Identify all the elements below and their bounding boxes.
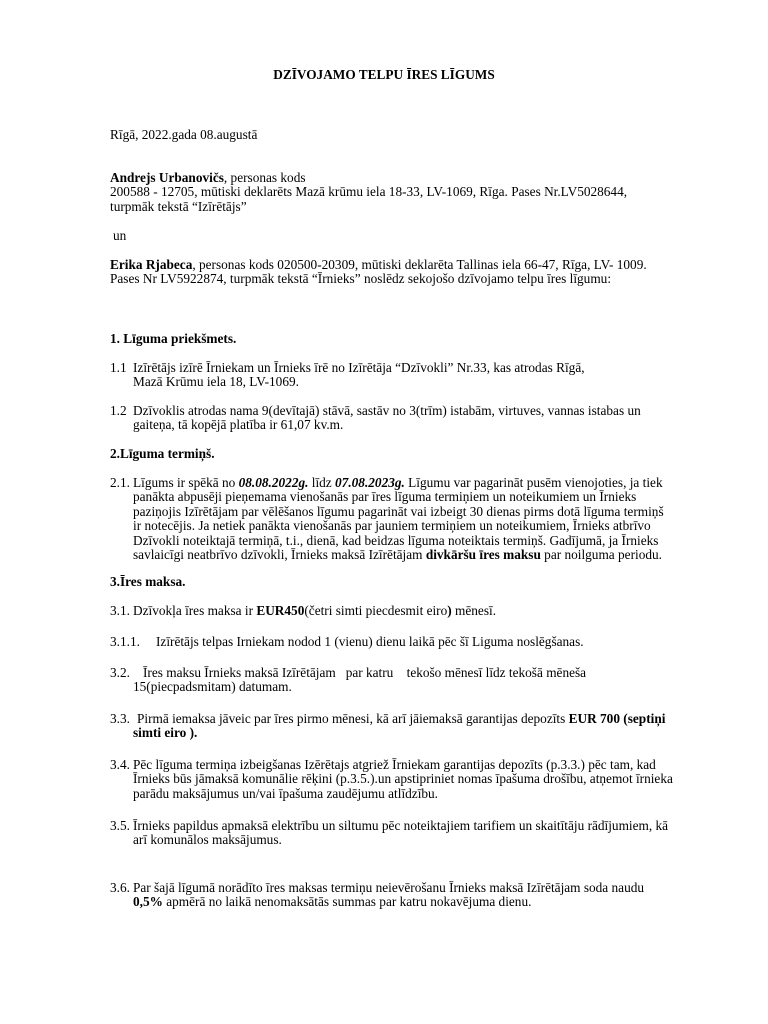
clause-2-1-text-d: savlaicīgi neatbrīvo dzīvokli, Īrnieks maksā Izīrētājam — [133, 547, 426, 563]
clause-3-3-end: ). — [189, 725, 198, 741]
landlord-paragraph — [110, 171, 712, 214]
clause-3-6-line-2 — [133, 895, 712, 909]
place-date: Rīgā, 2022.gada 08.augustā — [110, 127, 258, 142]
clause-3-5-line-1: Īrnieks papildus apmaksā elektrību un siltumu pēc noteiktajiem tarifiem un skaitītāju rādījumiem, kā — [133, 818, 669, 833]
clause-3-1-text-a: Dzīvokļa īres maksa ir — [133, 603, 257, 618]
clause-1-2-line-1: Dzīvoklis atrodas nama 9(devītajā) stāvā, sastāv no 3(trīm) istabām, virtuves, vannas istabas un — [133, 403, 641, 418]
clause-3-2-number: 3.2. — [110, 665, 130, 680]
and-word: un — [113, 228, 127, 243]
penalty-rate: 0,5% — [133, 894, 163, 910]
landlord-line-3: turpmāk tekstā “Izīrētājs” — [110, 198, 247, 214]
clause-3-3-number: 3.3. — [110, 711, 130, 726]
clause-2-1-line-3: paziņojis Izīrētājam par vēlēšanos līgumu pagarināt vai izbeigt 30 dienas pirms dotā līguma termiņš — [133, 503, 664, 519]
clause-3-1-line-1 — [133, 604, 712, 618]
clause-3-1-1-number: 3.1.1. — [110, 634, 140, 649]
clause-2-1-line-5: Dzīvokli noteiktajā termiņā, t.i., dienā, kad beidzas līguma noteiktais termiņš. Gadījumā, ja Īrnieks — [133, 532, 659, 548]
clause-2-1-text — [133, 476, 712, 562]
tenant-details: , personas kods 020500-20309, mūtiski deklarēta Tallinas iela 66-47, Rīga, LV- 1009. — [192, 257, 647, 272]
clause-1-2-text — [133, 404, 712, 433]
section-3-heading: 3.Īres maksa. — [110, 574, 186, 589]
clause-3-4-line-3: parādu maksājumus un/vai īpašuma zaudējumu atlīdzību. — [133, 785, 439, 801]
landlord-line-2: 200588 - 12705, mūtiski deklarēts Mazā krūmu iela 18-33, LV-1069, Rīga. Pases Nr.LV5028644, — [110, 184, 628, 200]
clause-1-2-line-2: gaiteņa, tā kopējā platība ir 61,07 kv.m. — [133, 417, 344, 433]
tenant-line-1 — [110, 258, 712, 272]
clause-2-1-line-6 — [133, 548, 712, 562]
clause-3-1-1-text: Izīrētājs telpas Irniekam nodod 1 (vienu) dienu laikā pēc šī Liguma noslēgšanas. — [156, 634, 584, 649]
clause-2-1-line-1 — [133, 476, 712, 490]
clause-3-6-line-1: Par šajā līgumā norādīto īres maksas termiņu neievērošanu Īrnieks maksā Izīrētājam soda naudu — [133, 880, 645, 895]
landlord-line-1 — [110, 171, 712, 185]
clause-3-3-line-1 — [133, 712, 712, 726]
clause-3-5-text — [133, 819, 712, 848]
clause-2-1-text-c: Līgumu var pagarināt pusēm vienojoties, ja tiek — [404, 475, 663, 490]
tenant-paragraph — [110, 258, 712, 287]
tenant-name: Erika Rjabeca — [110, 257, 193, 272]
end-date: 07.08.2023g. — [335, 475, 405, 490]
clause-1-1-number: 1.1 — [110, 360, 127, 375]
clause-3-2-line-2: 15(piecpadsmitam) datumam. — [133, 679, 292, 695]
tenant-line-2: Pases Nr LV5922874, turpmāk tekstā “Īrnieks” noslēdz sekojošo dzīvojamo telpu īres līgumu: — [110, 271, 612, 287]
clause-3-2-text — [133, 666, 712, 695]
clause-2-1-text-b: līdz — [308, 475, 336, 490]
section-1-heading: 1. Līguma priekšmets. — [110, 331, 237, 346]
rent-amount-words: (četri simti piecdesmit eiro — [304, 603, 448, 618]
rent-amount: EUR450 — [256, 603, 305, 618]
clause-3-1-number: 3.1. — [110, 603, 130, 618]
clause-3-2-line-1: Īres maksu Īrnieks maksā Izīrētājam par katru tekošo mēnesī līdz tekošā mēneša — [143, 665, 587, 680]
clause-2-1-line-4: ir notecējis. Ja netiek panākta vienošanās par jauniem termiņiem un noteikumiem, Īrnieks atbrīvo — [133, 518, 651, 534]
clause-3-6-text — [133, 881, 712, 910]
clause-3-4-text — [133, 758, 712, 801]
section-2-heading: 2.Līguma termiņš. — [110, 446, 215, 461]
landlord-id-label: , personas kods — [223, 170, 306, 185]
clause-1-1-text — [133, 361, 712, 390]
clause-2-1-text-a: Līgums ir spēkā no — [133, 475, 239, 490]
clause-2-1-number: 2.1. — [110, 475, 130, 490]
deposit-amount: EUR 700 (septiņi — [568, 711, 666, 726]
clause-1-1-line-2: Mazā Krūmu iela 18, LV-1069. — [133, 374, 299, 390]
clause-3-4-line-2: Īrnieks būs jāmaksā komunālie rēķini (p.3.5.).un apstipriniet nomas īpašuma drošību, atņemot īrnieka — [133, 771, 673, 787]
clause-3-4-line-1: Pēc līguma termiņa izbeigšanas Izērētajs atgriež Īrniekam garantijas depozīts (p.3.3.) pēc tam, kad — [133, 757, 656, 772]
document-title: DZĪVOJAMO TELPU ĪRES LĪGUMS — [273, 67, 495, 82]
start-date: 08.08.2022g. — [238, 475, 309, 490]
clause-3-5-line-2: arī komunālos maksājumus. — [133, 832, 282, 848]
rent-amount-paren: ) — [447, 603, 452, 618]
clause-3-3-line-2 — [133, 726, 712, 740]
clause-3-6-number: 3.6. — [110, 880, 130, 895]
deposit-amount-cont: simti eiro — [133, 725, 190, 741]
landlord-name: Andrejs Urbanovičs — [110, 170, 224, 185]
clause-1-2-number: 1.2 — [110, 403, 127, 418]
clause-3-5-number: 3.5. — [110, 818, 130, 833]
clause-3-4-number: 3.4. — [110, 757, 130, 772]
clause-3-3-text-a: Pirmā iemaksa jāveic par īres pirmo mēnesi, kā arī jāiemaksā garantijas depozīts — [137, 711, 569, 726]
clause-1-1-line-1: Izīrētājs izīrē Īrniekam un Īrnieks īrē no Izīrētāja “Dzīvokli” Nr.33, kas atrodas Rīgā, — [133, 360, 585, 375]
clause-3-1-text-c: mēnesī. — [451, 603, 497, 618]
clause-3-6-text-b: apmērā no laikā nenomaksātās summas par katru nokavējuma dienu. — [162, 894, 532, 910]
clause-3-1-text — [133, 604, 712, 618]
double-rent-term: divkāršu īres maksu — [425, 547, 541, 563]
clause-2-1-text-e: par noilguma periodu. — [540, 547, 662, 563]
clause-3-3-text — [133, 712, 712, 741]
clause-2-1-line-2: panākta abpusēji pieņemama vienošanās par īres līguma termiņiem un noteikumiem un Īrnieks — [133, 489, 637, 505]
